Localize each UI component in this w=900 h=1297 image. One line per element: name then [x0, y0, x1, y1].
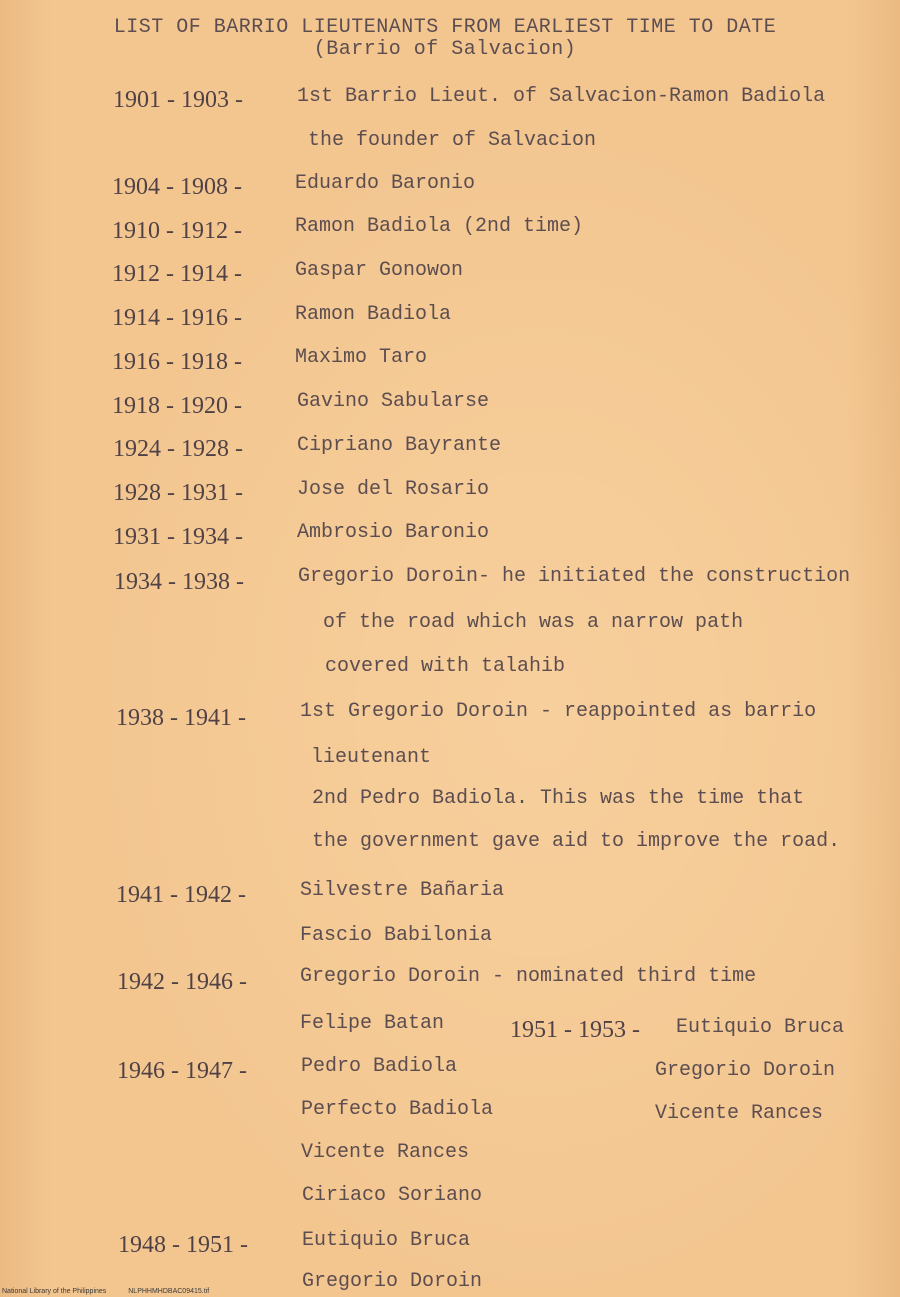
entry-text: Perfecto Badiola [301, 1098, 494, 1121]
entry-text: Gregorio Doroin [655, 1059, 836, 1082]
years: 1934 - 1938 - [114, 569, 244, 595]
years: 1951 - 1953 - [510, 1017, 640, 1043]
years: 1941 - 1942 - [116, 882, 246, 908]
years: 1916 - 1918 - [112, 349, 242, 375]
entry-text: Gaspar Gonowon [295, 259, 464, 282]
footer-source: National Library of the Philippines [2, 1288, 107, 1295]
years: 1948 - 1951 - [118, 1232, 248, 1258]
entry-text: of the road which was a narrow path [323, 611, 744, 634]
years: 1924 - 1928 - [113, 436, 243, 462]
entry-text: Ambrosio Baronio [297, 521, 490, 544]
entry-text: Gregorio Doroin - nominated third time [300, 965, 757, 988]
years: 1912 - 1914 - [112, 261, 242, 287]
entry-text: the founder of Salvacion [308, 129, 597, 152]
entry-text: Eduardo Baronio [295, 172, 476, 195]
entry-text: Pedro Badiola [301, 1055, 458, 1078]
entry-text: Eutiquio Bruca [676, 1016, 845, 1039]
scan-footer [2, 1288, 229, 1295]
years: 1942 - 1946 - [117, 969, 247, 995]
years: 1910 - 1912 - [112, 218, 242, 244]
years: 1938 - 1941 - [116, 705, 246, 731]
years: 1904 - 1908 - [112, 174, 242, 200]
entry-text: Ciriaco Soriano [302, 1184, 483, 1207]
years: 1918 - 1920 - [112, 393, 242, 419]
entry-text: Gregorio Doroin- he initiated the construction [298, 565, 851, 588]
entry-text: 1st Barrio Lieut. of Salvacion-Ramon Badiola [297, 85, 826, 108]
years: 1901 - 1903 - [113, 87, 243, 113]
entry-text: Vicente Rances [655, 1102, 824, 1125]
entry-text: Silvestre Bañaria [300, 879, 505, 902]
entry-text: 1st Gregorio Doroin - reappointed as barrio [300, 700, 817, 723]
entry-text: Ramon Badiola (2nd time) [295, 215, 584, 238]
entry-text: covered with talahib [325, 655, 566, 678]
years: 1946 - 1947 - [117, 1058, 247, 1084]
entry-text: Maximo Taro [295, 346, 428, 369]
entry-text: Jose del Rosario [297, 478, 490, 501]
entry-text: the government gave aid to improve the road. [312, 830, 841, 853]
entry-text: Fascio Babilonia [300, 924, 493, 947]
years: 1928 - 1931 - [113, 480, 243, 506]
entry-text: Gregorio Doroin [302, 1270, 483, 1293]
entry-text: Eutiquio Bruca [302, 1229, 471, 1252]
entry-text: Ramon Badiola [295, 303, 452, 326]
years: 1914 - 1916 - [112, 305, 242, 331]
entry-text: lieutenant [311, 746, 432, 769]
document-title: LIST OF BARRIO LIEUTENANTS FROM EARLIEST TIME TO DATE [113, 16, 777, 39]
entry-text: Vicente Rances [301, 1141, 470, 1164]
entry-text: Gavino Sabularse [297, 390, 490, 413]
footer-file: NLPHHMHDBAC09415.tif [128, 1288, 210, 1295]
entry-text: 2nd Pedro Badiola. This was the time that [312, 787, 805, 810]
document-subtitle: (Barrio of Salvacion) [313, 38, 577, 61]
years: 1931 - 1934 - [113, 524, 243, 550]
entry-text: Felipe Batan [300, 1012, 445, 1035]
entry-text: Cipriano Bayrante [297, 434, 502, 457]
